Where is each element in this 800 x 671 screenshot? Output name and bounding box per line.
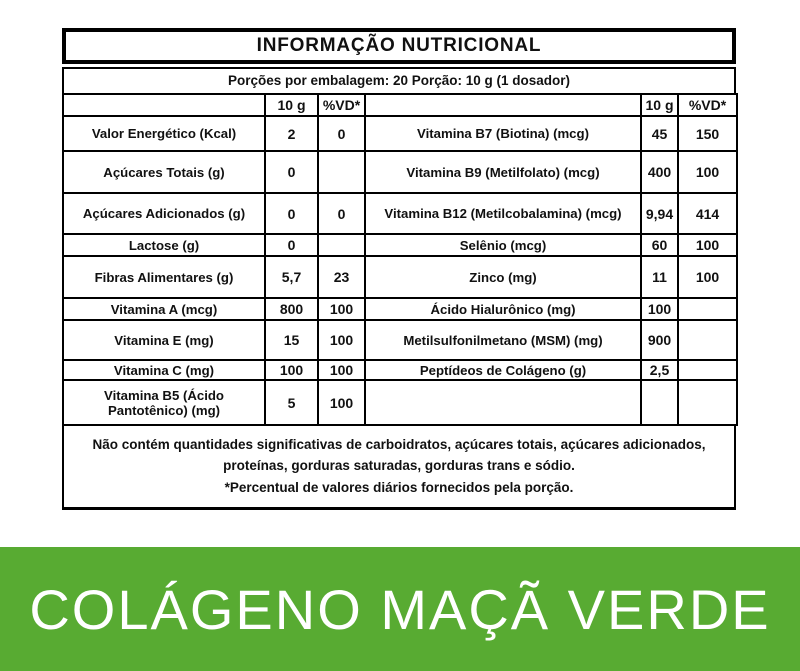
table-row xyxy=(63,298,737,320)
amount-value-cell: 100 xyxy=(265,360,318,380)
dv-value-cell: 0 xyxy=(318,193,365,234)
nutrient-name-cell: Açúcares Totais (g) xyxy=(63,151,265,193)
nutrient-name-cell: Vitamina C (mg) xyxy=(63,360,265,380)
nutrient-name-cell: Lactose (g) xyxy=(63,234,265,256)
dv-column-header: %VD* xyxy=(318,94,365,116)
footnote-dv-note: *Percentual de valores diários fornecidos pela porção. xyxy=(224,479,574,495)
dv-value-cell: 100 xyxy=(318,380,365,425)
amount-value-cell: 15 xyxy=(265,320,318,360)
nutrition-title: INFORMAÇÃO NUTRICIONAL xyxy=(256,35,542,56)
nutrition-table xyxy=(62,93,738,426)
column-header-row xyxy=(63,94,737,116)
nutrient-name-cell: Vitamina B7 (Biotina) (mcg) xyxy=(365,116,641,151)
dv-value-cell: 23 xyxy=(318,256,365,298)
dv-value-cell: 414 xyxy=(678,193,737,234)
amount-value-cell: 2 xyxy=(265,116,318,151)
amount-value-cell: 60 xyxy=(641,234,678,256)
table-row xyxy=(63,193,737,234)
product-banner xyxy=(0,547,800,671)
nutrient-name-cell: Vitamina B12 (Metilcobalamina) (mcg) xyxy=(365,193,641,234)
nutrient-name-cell: Valor Energético (Kcal) xyxy=(63,116,265,151)
dv-value-cell xyxy=(678,360,737,380)
amount-value-cell: 5 xyxy=(265,380,318,425)
nutrient-name-cell: Zinco (mg) xyxy=(365,256,641,298)
table-row xyxy=(63,360,737,380)
nutrient-name-cell: Selênio (mcg) xyxy=(365,234,641,256)
dv-value-cell: 100 xyxy=(318,298,365,320)
table-row xyxy=(63,380,737,425)
amount-value-cell: 9,94 xyxy=(641,193,678,234)
dv-value-cell xyxy=(678,320,737,360)
amount-value-cell: 45 xyxy=(641,116,678,151)
nutrient-name-cell: Metilsulfonilmetano (MSM) (mg) xyxy=(365,320,641,360)
amount-value-cell xyxy=(641,380,678,425)
dv-value-cell: 100 xyxy=(678,256,737,298)
table-row xyxy=(63,256,737,298)
amount-value-cell: 0 xyxy=(265,193,318,234)
empty-header-cell xyxy=(63,94,265,116)
nutrient-name-cell: Ácido Hialurônico (mg) xyxy=(365,298,641,320)
nutrient-name-cell: Vitamina B5 (Ácido Pantotênico) (mg) xyxy=(63,380,265,425)
dv-value-cell: 0 xyxy=(318,116,365,151)
footnote-text: Não contém quantidades significativas de carboidratos, açúcares totais, açúcares adicionados, proteínas, gorduras saturadas, gorduras trans e sódio. xyxy=(92,437,706,474)
table-row xyxy=(63,151,737,193)
dv-column-header: %VD* xyxy=(678,94,737,116)
amount-value-cell: 11 xyxy=(641,256,678,298)
amount-value-cell: 100 xyxy=(641,298,678,320)
nutrient-name-cell: Vitamina B9 (Metilfolato) (mcg) xyxy=(365,151,641,193)
dv-value-cell: 100 xyxy=(318,360,365,380)
amount-value-cell: 800 xyxy=(265,298,318,320)
servings-info-box xyxy=(62,67,736,95)
nutrient-name-cell: Vitamina E (mg) xyxy=(63,320,265,360)
dv-value-cell: 150 xyxy=(678,116,737,151)
nutrient-name-cell: Vitamina A (mcg) xyxy=(63,298,265,320)
servings-info: Porções por embalagem: 20 Porção: 10 g (1 dosador) xyxy=(227,73,571,88)
nutrient-name-cell: Fibras Alimentares (g) xyxy=(63,256,265,298)
nutrition-title-box xyxy=(62,28,736,64)
nutrient-name-cell: Peptídeos de Colágeno (g) xyxy=(365,360,641,380)
nutrient-name-cell xyxy=(365,380,641,425)
amount-value-cell: 0 xyxy=(265,151,318,193)
dv-value-cell xyxy=(318,151,365,193)
dv-value-cell: 100 xyxy=(678,151,737,193)
nutrition-label xyxy=(62,28,736,510)
amount-value-cell: 0 xyxy=(265,234,318,256)
amount-value-cell: 400 xyxy=(641,151,678,193)
nutrient-name-cell: Açúcares Adicionados (g) xyxy=(63,193,265,234)
dv-value-cell: 100 xyxy=(318,320,365,360)
dv-value-cell xyxy=(678,298,737,320)
dv-value-cell: 100 xyxy=(678,234,737,256)
product-name: COLÁGENO MAÇÃ VERDE xyxy=(29,577,771,641)
footnote-box xyxy=(62,424,736,510)
table-row xyxy=(63,234,737,256)
table-row xyxy=(63,320,737,360)
amount-value-cell: 5,7 xyxy=(265,256,318,298)
amount-value-cell: 900 xyxy=(641,320,678,360)
dv-value-cell xyxy=(318,234,365,256)
dv-value-cell xyxy=(678,380,737,425)
amount-value-cell: 2,5 xyxy=(641,360,678,380)
table-row xyxy=(63,116,737,151)
empty-header-cell xyxy=(365,94,641,116)
amount-column-header: 10 g xyxy=(641,94,678,116)
amount-column-header: 10 g xyxy=(265,94,318,116)
